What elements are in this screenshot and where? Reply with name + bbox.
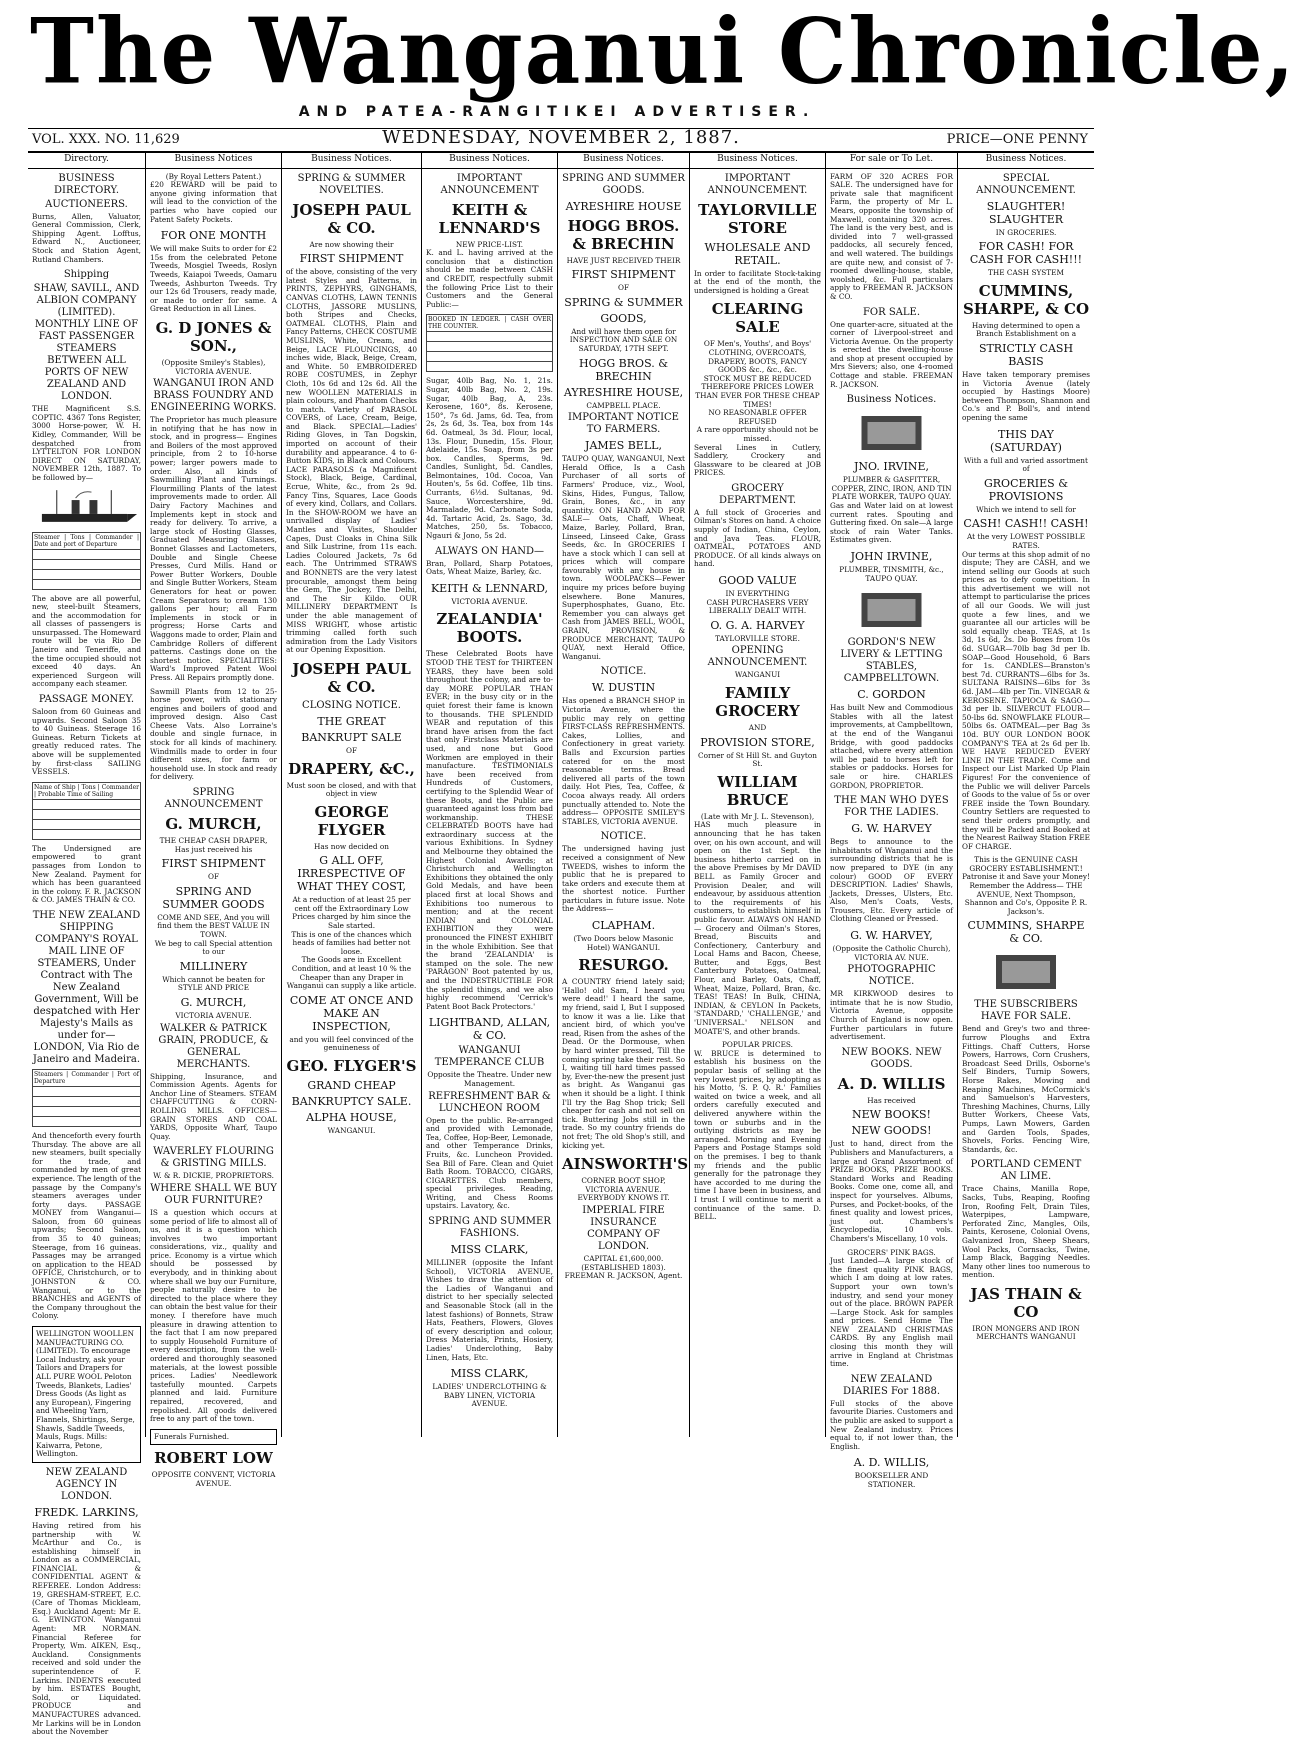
table-row xyxy=(33,799,141,809)
issue-date: WEDNESDAY, NOVEMBER 2, 1887. xyxy=(382,127,740,148)
advert-body: Have taken temporary premises in Victoria Avenue (lately occupied by Hastings Moore) between Thompson, Shannon and Co.'s and P. Boll's, and intend opening the same xyxy=(962,369,1090,422)
advert-heading: GOODS, xyxy=(600,311,647,325)
advert-heading: OF xyxy=(345,745,358,755)
advert-heading: We beg to call Special attention to our xyxy=(154,938,273,957)
column-heading: Business Notices. xyxy=(958,152,1094,169)
advert-heading: CUMMINS, SHARPE & CO. xyxy=(967,919,1085,946)
column-heading: Business Notices. xyxy=(282,152,421,169)
advert-heading: G. MURCH, xyxy=(165,815,262,834)
advert-body: The Undersigned are empowered to grant passages from London to New Zealand. Payment for which has been guaranteed in the colony. F. R. JACKSON & CO. JAMES THAIN & CO. xyxy=(32,843,141,905)
advert-heading: THE CHEAP CASH DRAPER, xyxy=(159,836,268,846)
advert-heading: PROVISION STORE, xyxy=(700,735,815,749)
advert-illustration xyxy=(830,587,953,633)
advert-heading: At the very LOWEST POSSIBLE RATES. xyxy=(966,532,1086,550)
advert-heading: WHOLESALE AND RETAIL. xyxy=(704,240,811,267)
advert-body: K. and L. having arrived at the conclusion that a distinction should be made between CASH and CREDIT, respectfully submit the following Price List to their Customers and the General Public:— xyxy=(426,248,553,309)
advert-body: In order to facilitate Stock-taking at the end of the month, the undersigned is holding a Great xyxy=(694,268,821,295)
table-header: Name of Ship | Tons | Commander | Probable Time of Sailing xyxy=(34,783,139,798)
advert-heading: And will have them open for INSPECTION AND SALE ON SATURDAY, 17TH SEPT. xyxy=(569,326,678,353)
advert-body: HAS much pleasure in announcing that he has taken over, on his own account, and will open on the 1st Sept. the business hitherto carried on in the above Premises by Mr DAVID BELL as Family Grocer and Provision Dealer, and will endeavour, by assiduous attention to the requirements of his customers, to establish himself in public favour. ALWAYS ON HAND— Grocery and Oilman's Stores, Bread, Biscuits and Confectionery, Canterbury and Local Hams and Bacon, Cheese, Butter, and Eggs, Best Canterbury Potatoes, Oatmeal, Flour, and Barley, Oats, Chaff, Wheat, Maize, Pollard, Bran, &c. TEAS! TEAS! In Bulk, CHINA, INDIAN, & CEYLON In Packets, 'STANDARD,' 'CHALLENGE,' and 'UNIVERSAL.' NELSON and MOATE'S, and other brands. xyxy=(694,820,821,1036)
advert-heading: VICTORIA AVENUE. xyxy=(451,596,528,606)
table-row xyxy=(427,362,553,372)
advert-heading: HAVE JUST RECEIVED THEIR xyxy=(566,255,681,265)
column-heading: Directory. xyxy=(28,152,145,169)
advert-heading: NEW GOODS! xyxy=(851,1124,932,1138)
advert-heading: GROCERIES & PROVISIONS xyxy=(983,476,1068,503)
advert-heading: NO REASONABLE OFFER REFUSED xyxy=(708,408,807,426)
table-row xyxy=(33,549,141,559)
advert-heading: AND xyxy=(748,723,767,732)
advert-heading: WANGANUI xyxy=(734,670,781,680)
advert-heading: JAS THAIN & CO xyxy=(970,1284,1082,1321)
table-row xyxy=(427,332,553,342)
advert-heading: WANGANUI TEMPERANCE CLUB xyxy=(434,1045,545,1069)
advert-heading: JOHN IRVINE, xyxy=(850,550,933,563)
advert-heading: GROCERS' PINK BAGS. xyxy=(847,1247,936,1257)
advert-heading: GROCERY DEPARTMENT. xyxy=(718,482,797,506)
advert-heading: Which we intend to sell for xyxy=(976,504,1076,514)
advert-heading: REFRESHMENT BAR & LUNCHEON ROOM xyxy=(428,1090,551,1114)
schedule-table xyxy=(32,782,141,840)
advert-heading: JAMES BELL, xyxy=(585,439,662,453)
column-heading: Business Notices. xyxy=(558,152,689,169)
advert-heading: G. W. HARVEY, xyxy=(850,929,933,943)
advert-heading: IN GROCERIES. xyxy=(995,227,1057,237)
advert-heading: TAYLORVILLE STORE. xyxy=(715,633,800,643)
table-row xyxy=(33,809,141,819)
table-row xyxy=(33,819,141,829)
advert-heading: PORTLAND CEMENT AN LIME. xyxy=(970,1159,1082,1183)
column-5 xyxy=(558,152,690,1437)
advert-heading: MILLINERY xyxy=(179,959,248,973)
advert-heading: CLEARING SALE xyxy=(711,300,804,337)
advert-heading: A rare opportunity should not be missed. xyxy=(696,425,819,443)
advert-heading: Corner of St Hill St. and Guyton St. xyxy=(698,750,817,769)
advert-heading: RESURGO. xyxy=(578,956,669,975)
advert-heading: FOR SALE. xyxy=(862,306,921,318)
column-heading: Business Notices xyxy=(146,152,281,169)
column-4 xyxy=(422,152,558,1437)
advert-body: Sawmill Plants from 12 to 25-horse power, with stationary engines and boilers of good and improved design. Also Cast Cheese Vats. Also Lorraine's double and single furnace, in stock for all kinds of machinery. Windmills made to order in four different sizes, for farm or household use. In stock and ready for delivery. xyxy=(150,686,277,782)
advert-heading: CLOSING NOTICE. xyxy=(302,699,401,711)
advert-heading: SPRING ANNOUNCEMENT xyxy=(164,787,263,811)
advert-body: One quarter-acre, situated at the corner of Liverpool-street and Victoria Avenue. On the property is erected the dwelling-house and shop at present occupied by Mrs Sievers; also, one 4-roomed Cottage and stable. FREEMAN R. JACKSON. xyxy=(830,319,953,389)
advert-heading: Patronise it and Save your Money! xyxy=(962,872,1090,882)
advert-heading: SPRING & SUMMER xyxy=(564,295,683,309)
advert-heading: Shipping xyxy=(63,269,110,281)
advert-heading: G ALL OFF, IRRESPECTIVE OF WHAT THEY COST, xyxy=(297,854,406,894)
advert-heading: OPENING ANNOUNCEMENT. xyxy=(707,645,808,669)
advert-heading: Remember the Address— THE AVENUE, Next Thompson, Shannon and Co's, Opposite P. R. Jackson's. xyxy=(964,881,1088,916)
advert-heading: FREEMAN R. JACKSON, Agent. xyxy=(564,1271,683,1281)
advert-heading: ALPHA HOUSE, xyxy=(306,1111,397,1124)
schedule-table xyxy=(32,532,141,590)
advert-heading: NEW BOOKS! xyxy=(852,1108,931,1122)
advert-body: TAUPO QUAY, WANGANUI, Next Herald Office, Is a Cash Purchaser of all sorts of Farmers' Produce, viz., Wool, Skins, Hides, Fungus, Tallow, Grain, Bones, &c., in any quantity. ON HAND AND FOR SALE— Oats, Chaff, Wheat, Maize, Barley, Pollard, Bran, Linseed, Linseed Cake, Grass Seeds, &c. In GROCERIES I have a stock which I can sell at prices which will compare favourably with any house in town. WOOLPACKS—Fewer inquire my prices before buying elsewhere. Bone Manures, Superphosphates, Guano, Etc. Remember you can always get Cash from JAMES BELL, WOOL, GRAIN, PROVISION, & PRODUCE MERCHANT, TAUPO QUAY, next Herald Office, Wanganui. xyxy=(562,454,685,661)
column-1 xyxy=(28,152,146,1737)
advert-heading: MISS CLARK, xyxy=(450,1243,529,1257)
advert-heading: THE GREAT xyxy=(317,714,386,728)
schedule-table xyxy=(426,314,553,372)
advert-heading: GEO. FLYGER'S xyxy=(286,1057,417,1075)
advert-heading: TAYLORVILLE STORE xyxy=(698,200,817,237)
advert-heading: Are now showing their xyxy=(309,239,394,249)
advert-heading: HOGG BROS. & BRECHIN xyxy=(567,216,680,253)
advert-heading: OF Men's, Youths', and Boys' CLOTHING, OVERCOATS, DRAPERY, BOOTS, FANCY GOODS &c., &c., &c. xyxy=(703,339,812,375)
table-row xyxy=(427,342,553,352)
newspaper-subtitle: AND PATEA-RANGITIKEI ADVERTISER. xyxy=(298,104,816,120)
advert-body: Has opened a BRANCH SHOP in Victoria Avenue, where the public may rely on getting FIRST-CLASS REFRESHMENTS. Cakes, Lollies, and Confectionery in great variety. Balls and Excursion parties catered for on the most reasonable terms. Bread delivered all parts of the town daily. Hot Pies, Tea, Coffee, & Cocoa always ready. All orders punctually attended to. Note the address— OPPOSITE SMILEY'S STABLES, VICTORIA AVENUE. xyxy=(562,696,685,826)
column-heading: For sale or To Let. xyxy=(826,152,957,169)
advert-body: FARM OF 320 ACRES FOR SALE. The undersigned have for private sale that magnificent Farm, the property of Mr L. Mears, opposite the township of Maxwell, containing 320 acres. The land is the very best, and is divided into 7 well-grassed paddocks, all securely fenced, and well watered. The buildings are quite new, and consist of 7-roomed dwelling-house, stable, woolshed, &c. Full particulars apply to FREEMAN R. JACKSON & CO. xyxy=(830,171,953,301)
advert-body: Saloon from 60 Guineas and upwards. Second Saloon 35 to 40 Guineas. Steerage 16 Guineas. Return Tickets at greatly reduced rates. The above will be supplemented by first-class SAILING VESSELS. xyxy=(32,707,141,777)
advert-heading: MISS CLARK, xyxy=(450,1367,529,1381)
advert-heading: THIS DAY (SATURDAY) xyxy=(990,427,1062,454)
advert-heading: SLAUGHTER! SLAUGHTER xyxy=(986,199,1066,226)
advert-heading: CAPITAL £1,600,000. (ESTABLISHED 1803). xyxy=(581,1253,666,1272)
advert-heading: (By Royal Letters Patent.) xyxy=(165,171,262,181)
advert-heading: PASSAGE MONEY. xyxy=(38,694,135,706)
advert-body: IS a question which occurs at some period of life to almost all of us, and it is a question which involves two important considerations, viz., quality and price. Economy is a virtue which should be possessed by everybody, and in thinking about where shall we buy our Furniture, people naturally desire to be directed to the place where they can obtain the best value for their money. I therefore have much pleasure in drawing attention to the fact that I am now prepared to supply Household Furniture of every description, from the well-ordered and thoroughly seasoned materials, at the lowest possible prices. Ladies' Needlework tastefully mounted. Carpets planned and laid. Furniture repaired, recovered, and repolished. All goods delivered free to any part of the town. xyxy=(150,1207,277,1424)
advert-heading: THE NEW ZEALAND SHIPPING COMPANY'S ROYAL MAIL LINE OF STEAMERS, Under Contract with The New Zealand Government, Will be despatched with Her Majesty's Mails as under for— LONDON, Via Rio de Janeiro and Madeira. xyxy=(32,909,141,1065)
table-header: Steamer | Tons | Commander | Date and port of Departure xyxy=(34,533,139,548)
advert-heading: SPECIAL ANNOUNCEMENT. xyxy=(976,172,1076,196)
advert-heading: JNO. IRVINE, xyxy=(853,460,930,474)
column-8 xyxy=(958,152,1094,1437)
advert-heading: POPULAR PRICES. xyxy=(721,1040,793,1050)
advert-heading: O. G. A. HARVEY xyxy=(710,618,805,632)
advert-heading: ZEALANDIA' BOOTS. xyxy=(436,610,543,647)
advert-illustration xyxy=(830,410,953,456)
advert-heading: GORDON'S NEW LIVERY & LETTING STABLES, CAMPBELLTOWN. xyxy=(840,637,943,685)
advert-heading: WELLINGTON WOOLLEN MANUFACTURING CO. (LIMITED). To encourage Local Industry, ask your Tailors and Drapers for ALL PURE WOOL Peloton Tweeds, Blankets, Ladies' Dress Goods (As light as any European), Fingering and Wheeling Yarn, Flannels, Shirtings, Serge, Shawls, Saddle Tweeds, Mauls, Rugs. Mills: Kaiwarra, Petone, Wellington. xyxy=(32,1326,141,1463)
advert-heading: Must soon be closed, and with that object in view xyxy=(286,780,417,799)
advert-heading: IMPORTANT ANNOUNCEMENT xyxy=(440,172,539,196)
advert-heading: At a reduction of at least 25 per cent off the Extraordinary Low Prices charged by him since the Sale started. xyxy=(292,895,411,931)
advert-heading: (Two Doors below Masonic Hotel) WANGANUI. xyxy=(573,934,674,952)
advert-heading: COME AT ONCE AND MAKE AN INSPECTION, xyxy=(289,993,414,1033)
advert-heading: NOTICE. xyxy=(600,831,647,843)
advert-body: A full stock of Groceries and Oilman's Stores on hand. A choice supply of Indian, China, Ceylon, and Java Teas. FLOUR, OATMEAL, POTATOES AND PRODUCE. Of all kinds always on hand. xyxy=(694,507,821,569)
advert-heading: NEW ZEALAND AGENCY IN LONDON. xyxy=(45,1466,128,1502)
advert-heading: ROBERT LOW xyxy=(154,1449,273,1468)
advert-heading: (Opposite Smiley's Stables), VICTORIA AVENUE. xyxy=(161,357,266,376)
advert-heading: SPRING AND SUMMER FASHIONS. xyxy=(428,1216,551,1240)
advert-heading: AYRESHIRE HOUSE, xyxy=(563,385,684,399)
advert-heading: This is the GENUINE CASH GROCERY ESTABLISHMENT.! xyxy=(969,855,1083,873)
advert-heading: WANGANUI IRON AND BRASS FOUNDRY AND ENGINEERING WORKS. xyxy=(150,378,277,414)
advert-body: A COUNTRY friend lately said; 'Hallo! old Sam, I heard you were dead!' I heard the same, my friend, said I, But I supposed to know it was a lie. Like that ancient bird, of which you've read, Risen from the ashes of the Dead. Or the Dormouse, when by hard winter pressed, Till the coming spring take their rest. So I, waiting till hard times passed by, Ever-the-new the present just as bright. As Wanganui gas when it should be a light. I think I'll try the Bag Shop trick; Sell cheaper for cash and not sell on tick. Buttering Jobs still in the trade. So my country friends do not fret; The old Shop's still, and kicking yet. xyxy=(562,977,686,1150)
advert-body: Open to the public. Re-arranged and provided with Lemonade, Tea, Coffee, Hop-Beer, Lemonade, and other Temperance Drinks, Fruits, &c. Luncheon Provided. Sea Bill of Fare. Clean and Quiet Bath Room. TOBACCO, CIGARS, CIGARETTES. Club members, special privileges. Reading, Writing, and Chess Rooms upstairs. Lavatory, &c. xyxy=(426,1115,553,1211)
column-7 xyxy=(826,152,958,1489)
advert-heading: AYRESHIRE HOUSE xyxy=(565,199,682,213)
advert-heading: CASH! CASH!! CASH! xyxy=(963,517,1089,531)
advert-heading: SPRING AND SUMMER GOODS xyxy=(162,884,265,911)
table-row xyxy=(33,829,141,839)
advert-heading: W. & R. DICKIE, PROPRIETORS. xyxy=(153,1171,274,1181)
column-heading: Business Notices. xyxy=(422,152,557,169)
advert-heading: OPPOSITE CONVENT, VICTORIA AVENUE. xyxy=(151,1470,276,1488)
advert-heading: FAMILY GROCERY xyxy=(715,684,800,720)
schedule-table-grid xyxy=(32,532,141,590)
advert-body: Shipping, Insurance, and Commission Agents. Agents for Anchor Line of Steamers. STEAM CHAFFCUTTING & CORN-ROLLING MILLS. OFFICES—GRAIN STORES AND COAL YARDS, Opposite Wharf, Taupo Quay. xyxy=(150,1071,277,1141)
advert-heading: LADIES' UNDERCLOTHING & BABY LINEN, VICTORIA AVENUE. xyxy=(432,1382,547,1409)
advert-body: Several Lines in Cutlery, Saddlery, Crockery and Glassware to be cleared at JOB PRICES. xyxy=(694,442,821,478)
column-2 xyxy=(146,152,282,1488)
advert-body: Has built New and Commodious Stables with all the latest improvements, at Campbelltown, at the end of the Wanganui Bridge, with good paddocks attached, where every attention will be paid to horses left for stables or paddocks. Horses for sale or hire. CHARLES GORDON, PROPRIETOR. xyxy=(830,703,953,790)
advert-heading: NOTICE. xyxy=(600,666,647,678)
advert-body: THE Magnificent S.S. COPTIC. 4367 Tons Register, 3000 Horse-power, W. H. Kidley, Commander, Will be despatched from LYTTELTON FOR LONDON DIRECT ON SATURDAY, NOVEMBER 12th, 1887. To be followed by— xyxy=(32,404,141,482)
advert-heading: GOOD VALUE xyxy=(718,574,797,588)
advert-body: Full stocks of the above favourite Diaries. Customers and the public are asked to support a New Zealand industry. Prices equal to, if not lower than, the English. xyxy=(830,1398,953,1451)
newspaper-columns xyxy=(28,152,1094,1737)
advert-heading: GEORGE FLYGER xyxy=(314,802,389,839)
table-header: BOOKED IN LEDGER. | CASH OVER THE COUNTER. xyxy=(428,316,551,331)
advert-heading: KEITH & LENNARD'S xyxy=(438,200,541,237)
schedule-table xyxy=(32,1069,141,1127)
advert-heading: FOR ONE MONTH xyxy=(160,229,267,243)
advert-heading: AUCTIONEERS. xyxy=(45,198,128,210)
table-row xyxy=(33,1086,141,1096)
advert-heading: IRON MONGERS AND IRON MERCHANTS WANGANUI xyxy=(972,1323,1080,1342)
advert-body: We will make Suits to order for £2 15s from the celebrated Petone Tweeds, Mosgiel Tweeds, Roslyn Tweeds, Kaiapoi Tweeds, Oamaru Tweeds, Ashburton Tweeds. Try our 12s 6d Trousers, ready made, or made to order for same. A Great Reduction in all Lines. xyxy=(150,244,277,314)
advert-heading: GRAND CHEAP xyxy=(307,1079,396,1092)
advert-heading: Business Notices. xyxy=(846,394,937,406)
advert-body: of the above, consisting of the very latest Styles and Patterns, in PRINTS, ZEPHYRS, GINGHAMS, CANVAS CLOTHS, LAWN TENNIS CLOTHS, JASSORE MUSLINS, both Stripes and Checks, OATMEAL CLOTHS, Plain and Fancy Patterns, CHECK COSTUME MUSLINS, White, Cream, and Beige, LACE FLOUNCINGS, 40 inches wide, Black, Beige, Cream, and White. 50 EMBROIDERED ROBE COSTUMES, in Zephyr Cloth, 10s 6d and 12s 6d. All the new WOOLLEN MATERIALS in plain colours, and Phantom Checks to match. Variety of PARASOL COVERS, of Lace, Cream, Beige, and Black. SPECIAL—Ladies' Riding Gloves, in Tan Dogskin, imported on account of their durability and appearance. 4 to 6-Button KIDS, in Black and Colours. LACE PARASOLS (a Magnificent Stock), Black, Beige, Cardinal, Ecrue, White, &c., from 2s 9d. Fancy Tins, Squares, Lace Goods of every kind, Collars, and Collars. In the SHOW-ROOM we have an unrivalled display of Ladies' Mantles and Visites, Shoulder Capes, Dust Cloaks in China Silk and Silk Lustrine, from 11s each. Ladies Coloured Jackets, 7s 6d each. The Untrimmed STRAWS and BONNETS are the very latest procurable, amongst them being the Gem, The Jockey, The Delhi, and The Sir Kildo. OUR MILLINERY DEPARTMENT Is under the able management of MISS WRIGHT, whose artistic trimming called forth such admiration from the Lady Visitors at our Opening Exposition. xyxy=(286,267,417,655)
advert-heading: PHOTOGRAPHIC NOTICE. xyxy=(847,964,936,988)
advert-heading: EVERYBODY KNOWS IT. xyxy=(577,1193,670,1203)
advert-heading: PLUMBER & GASFITTER, COPPER, ZINC, IRON, AND TIN PLATE WORKER, TAUPO QUAY. xyxy=(831,475,952,502)
table-row xyxy=(33,1106,141,1116)
advert-heading: BANKRUPT SALE xyxy=(301,730,402,744)
advert-body: Begs to announce to the inhabitants of Wanganui and the surrounding districts that he is now prepared to DYE (in any colour) GOOD OF EVERY DESCRIPTION. Ladies' Shawls, Jackets, Dresses, Ulsters, Etc. Also, Men's Coats, Vests, Trousers, Etc. Every article of Clothing Cleaned or Pressed. xyxy=(830,837,953,924)
advert-heading: IN EVERYTHING xyxy=(725,589,790,599)
advert-heading: This is one of the chances which heads of families had better not loose. xyxy=(291,929,412,956)
table-row xyxy=(33,1116,141,1126)
advert-body: £20 REWARD will be paid to anyone giving information that will lead to the conviction of the parties who have copied our Patent Safety Pockets. xyxy=(150,180,277,224)
advert-heading: THE SUBSCRIBERS HAVE FOR SALE. xyxy=(974,999,1078,1023)
advert-heading: OF xyxy=(617,283,630,293)
advert-heading: WALKER & PATRICK GRAIN, PRODUCE, & GENERAL MERCHANTS. xyxy=(158,1022,269,1070)
advert-heading: JOSEPH PAUL & CO. xyxy=(292,200,411,237)
advert-heading: PLUMBER, TINSMITH, &c., TAUPO QUAY. xyxy=(839,565,944,583)
schedule-table-grid xyxy=(32,1069,141,1127)
advert-body: Sugar, 40lb Bag, No. 1, 21s. Sugar, 40lb Bag, No. 2, 19s. Sugar, 40lb Bag, A, 23s. Kerosene, 160°, 8s. Kerosene, 150°, 7s 6d. Jams, 6d. Tea, from 2s, 2s 6d, 3s. Tea, box from 14s 6d. Oatmeal, 3s 3d. Flour, local, 13s. Flour, Dunedin, 15s. Flour, Adelaide, 15s. Soap, from 3s per box. Candles, Sperms, 9d. Candles, Sunlight, 5d. Candles, Belmontaines, 10d. Cocoa, Van Houten's, 5s 6d. Coffee, 1lb tins. Currants, 6½d. Sultanas, 9d. Sauce, Worcestershire, 9d. Marmalade, 9d. Carbonate Soda, 4d. Tartaric Acid, 2s. Sago, 3d. Matches, 250, 5s. Tobacco, Ngauri & Jono, 5s 2d. xyxy=(426,376,553,541)
advert-heading: (Opposite the Catholic Church), VICTORIA AV. NUE. xyxy=(832,944,951,962)
schedule-table-grid xyxy=(32,782,141,840)
column-3 xyxy=(282,152,422,1437)
advert-heading: Having determined to open a Branch Establishment on a xyxy=(971,320,1081,339)
newspaper-title: The Wanganui Chronicle, xyxy=(30,0,1297,105)
advert-heading: THE MAN WHO DYES FOR THE LADIES. xyxy=(834,795,949,819)
advert-heading: COME AND SEE, And you will find them the BEST VALUE IN TOWN. xyxy=(157,912,270,939)
advert-body: W. BRUCE is determined to establish his business on the popular basis of selling at the very lowest prices, by adopting as his Motto, 'S. P. Q. R.' Families waited on twice a week, and all orders carefully executed and delivered anywhere within the town or suburbs and in the outlying districts as may be arranged. Morning and Evening Papers and Postage Stamps sold on the premises. I beg to thank my friends and the public generally for the patronage they have accorded to me during the time I have been in business, and I trust I will continue to merit a continuance of the same. D. BELL. xyxy=(694,1048,821,1222)
advert-heading: CLAPHAM. xyxy=(591,919,656,933)
advert-heading: AINSWORTH'S xyxy=(562,1155,689,1174)
advert-heading: Which cannot be beaten for STYLE AND PRICE xyxy=(162,974,265,993)
advert-heading: NEW ZEALAND DIARIES For 1888. xyxy=(843,1373,940,1397)
advert-heading: IMPERIAL FIRE INSURANCE COMPANY OF LONDON. xyxy=(582,1204,665,1252)
advert-heading: FIRST SHIPMENT xyxy=(571,268,676,282)
advert-body: Just Landed—A large stock of the finest quality PINK BAGS, which I am doing at low rates. Support your own town's industry, and send your money out of the place. BROWN PAPER—Large Stock. Ask for samples and prices. Send Home The NEW ZEALAND CHRISTMAS CARDS. By any English mail closing this month they will arrive in England at Christmas time. xyxy=(830,1256,953,1369)
advert-body: Our terms at this shop admit of no dispute; They are CASH, and we intend selling our Goods at such prices as to defy competition. In this advertisement we will not attempt to particularise the prices of all our Goods. We will just quote a few lines, and we guarantee all our articles will be sold equally cheap. TEAS, at 1s 3d, 1s 6d, 2s. Do Boxes from 10s 6d. SUGAR—70lb bag 3d per lb. SOAP—Good Household, 6 Bars for 1s. CANDLES—Branston's best 7d. CURRANTS—6lbs for 3s. SULTANA RAISINS—6lbs for 3s 6d. JAM—4lb per Tin. VINEGAR & KEROSENE. TAPIOCA & SAGO—3d per lb. SILVERCUT FLOUR—50-lbs 6d. SNOWFLAKE FLOUR—50lbs 6s. OATMEAL—per Bag 3s 10d. BUY OUR LONDON BOOK COMPANY'S TEA at 2s 6d per lb. WE HAVE REDUCED EVERY LINE IN THE TRADE. Come and Inspect our List Marked Up Plain Figures! For the convenience of the Public we will deliver Parcels of Goods to the value of 5s or over FREE inside the Town Boundary. Country Settlers are requested to send their orders promptly, and they will be Packed and Booked at the Nearest Railway Station FREE OF CHARGE. xyxy=(962,549,1091,851)
advert-body: Having retired from his partnership with W. McArthur and Co., is establishing himself in London as a COMMERCIAL, FINANCIAL & CONFIDENTIAL AGENT & REFEREE. London Address: 19, GRESHAM-STREET, E.C. (Care of Thomas Mickleam, Esq.) Auckland Agent: Mr E. G. EWINGTON. Wanganui Agent: MR NORMAN. Financial Referee for Property, Wm. AIKEN, Esq., Auckland. Consignments received and sold under the superintendence of F. Larkins. INDENTS executed by him. ESTATES Bought, Sold, or Liquidated. PRODUCE and MANUFACTURES advanced. Mr Larkins will be in London about the November xyxy=(32,1520,141,1737)
advert-heading: IMPORTANT ANNOUNCEMENT. xyxy=(707,172,808,196)
advert-heading: FIRST SHIPMENT xyxy=(299,252,404,266)
advert-heading: Has just received his xyxy=(174,844,253,854)
column-6 xyxy=(690,152,826,1437)
table-row xyxy=(33,1096,141,1106)
dateline-bar xyxy=(28,128,1094,153)
advert-heading: WAVERLEY FLOURING & GRISTING MILLS. xyxy=(153,1146,274,1170)
advert-heading: KEITH & LENNARD, xyxy=(430,581,549,595)
advert-heading: LIGHTBAND, ALLAN, & CO. xyxy=(428,1016,551,1043)
advert-heading: ALWAYS ON HAND— xyxy=(434,545,545,557)
schedule-table-grid xyxy=(426,314,553,372)
advert-body: These Celebrated Boots have STOOD THE TEST for THIRTEEN YEARS, they have been sold throughout the colony, and are to-day MORE POPULAR THAN EVER; in the busy city or in the quiet forest their fame is known to thousands. THE SPLENDID WEAR and reputation of this brand have arisen from the fact that only Firstclass Materials are used, and none but Good Workmen are employed in their manufacture. TESTIMONIALS have been received from Hundreds of Customers, certifying to the Splendid Wear of these Boots, and the Public are guaranteed against loss from bad workmanship. THESE CELEBRATED BOOTS have had extraordinary success at the various Exhibitions. In Sydney and Melbourne they obtained the Highest Colonial Awards; at Christchurch and Wellington Exhibitions they obtained the only Gold Medals, and have been placed first at local Shows and Exhibitions too numerous to mention; and at the recent INDIAN and COLONIAL EXHIBITION they were pronounced the FINEST EXHIBIT in the whole Exhibition. See that the brand 'ZEALANDIA' is stamped on the sole. The new 'PARAGON' Boot patented by us, and the INDESTRUCTIBLE FOR the splendid things, and we also highly recommend 'Cerrick's Patent Boot Back Protectors.' xyxy=(426,649,553,1011)
advert-body: The Proprietor has much pleasure in notifying that he has now in stock, and in progress— Engines and Boilers of the most approved principle, from 2 to 10-horse power; larger powers made to order. Also, all kinds of Sawmilling Plant and Turnings. Flourmilling Plants of the latest improvements made to order. All Dairy Factory Machines and Implements kept in stock and ready for delivery. To arrive, a large stock of Hosting Glasses, Graduated Measuring Glasses, Bonnet Glasses and Lactometers, Double and Single Cheese Presses, Curd Mills. Hand or Power Butter Workers, Double and Single Butter Workers, Steam Generators for heat or power. Cream Separators to cream 130 gallons per hour; all Farm Implements in stock or in progress; Horse Carts and Waggons made to order, Plain and Cambridge Rollers of different patterns. Castings done on the shortest notice. SPECIALITIES: Ward's Improved Patent Wool Press. All Repairs promptly done. xyxy=(150,415,277,682)
advert-heading: FOR CASH! FOR CASH FOR CASH!!! xyxy=(969,240,1083,267)
advert-heading: THE CASH SYSTEM xyxy=(988,268,1064,278)
advert-heading: G. MURCH, xyxy=(180,995,247,1009)
advert-heading: Funerals Furnished. xyxy=(150,1429,277,1446)
advert-heading: VICTORIA AVENUE. xyxy=(175,1010,252,1020)
advert-heading: DRAPERY, &C., xyxy=(288,759,415,778)
table-row xyxy=(33,559,141,569)
advert-heading: SHAW, SAVILL, AND ALBION COMPANY (LIMITED). MONTHLY LINE OF FAST PASSENGER STEAMERS BETWEEN ALL PORTS OF NEW ZEALAND AND LONDON. xyxy=(33,283,140,403)
table-row xyxy=(33,569,141,579)
advert-heading: WANGANUI. xyxy=(327,1126,376,1135)
advert-heading: and you will feel convinced of the genuineness of xyxy=(289,1034,414,1053)
advert-heading: Has received xyxy=(867,1095,916,1105)
advert-heading: The Goods are in Excellent Condition, and at least 10 % the Cheaper than any Draper in Wanganui can supply a like article. xyxy=(286,955,417,991)
advert-heading: Opposite the Theatre. Under new Management. xyxy=(427,1070,552,1088)
masthead xyxy=(0,0,1297,150)
advert-heading: G. D JONES & SON., xyxy=(155,318,272,355)
advert-heading: C. GORDON xyxy=(857,688,926,702)
advert-heading: FREDK. LARKINS, xyxy=(34,1505,139,1519)
advert-heading: NEW BOOKS. NEW GOODS. xyxy=(841,1046,942,1070)
advert-heading: WILLIAM BRUCE xyxy=(717,772,798,809)
advert-heading: A. D. WILLIS, xyxy=(853,1456,930,1470)
column-heading: Business Notices. xyxy=(690,152,825,169)
advert-body: Gas and Water laid on at lowest current rates. Spouting and Guttering fixed. On sale—A large stock of rain Water Tanks. Estimates given. xyxy=(830,501,953,545)
advert-heading: SPRING AND SUMMER GOODS. xyxy=(562,172,685,196)
advert-illustration xyxy=(962,949,1090,995)
advert-body: And thenceforth every fourth Thursday. The above are all new steamers, built specially for the trade, and commanded by men of great experience. The length of the passage by the Company's steamers averages under forty days. PASSAGE MONEY from Wanganui— Saloon, from 60 guineas upwards; Second Saloon, from 35 to 40 guineas; Steerage, from 16 guineas. Passages may be arranged on application to the HEAD OFFICE, Christchurch, or to JOHNSTON & CO. Wanganui, or to the BRANCHES and AGENTS of the Company throughout the Colony. xyxy=(32,1130,141,1321)
advert-heading: OF xyxy=(207,872,220,882)
advert-heading: G. W. HARVEY xyxy=(851,822,932,836)
advert-heading: NEW PRICE-LIST. xyxy=(455,239,524,249)
advert-body: Burns, Allen, Valuator, General Commission, Clerk, Shipping Agent. Lofftus, Edward N., Auctioneer, Stock and Station Agent, Rutland Chambers. xyxy=(32,211,141,264)
advert-heading: STRICTLY CASH BASIS xyxy=(978,341,1074,368)
advert-heading: SPRING & SUMMER NOVELTIES. xyxy=(297,172,406,196)
advert-body: The undersigned having just received a consignment of New TWEEDS, wishes to inform the public that he is prepared to take orders and execute them at the shortest notice. Further particulars in future issue. Note the Address— xyxy=(562,844,685,914)
advert-body: MILLINER (opposite the Infant School), VICTORIA AVENUE, Wishes to draw the attention of the Ladies of Wanganui and district to her specially selected and Seasonable Stock (all in the latest fashions) of Bonnets, Straw Hats, Feathers, Flowers, Gloves of every description and colour, Dress Materials, Prints, Hosiery, Ladies' Underclothing, Baby Linen, Hats, Etc. xyxy=(426,1258,553,1362)
advert-body: Just to hand, direct from the Publishers and Manufacturers, a large and Grand Assortment of PRIZE BOOKS, PRIZE BOOKS. Standard Works and Reading Books. Come one, come all, and inspect for yourselves. Albums, Purses, and Pocket-books, of the finest quality and lowest prices, just out. Chambers's Encyclopedia, 10 vols. Chambers's Miscellany, 10 vols. xyxy=(830,1139,953,1243)
advert-heading: CORNER BOOT SHOP, VICTORIA AVENUE. xyxy=(581,1176,666,1194)
advert-heading: HOGG BROS. & BRECHIN xyxy=(579,356,668,383)
advert-heading: BUSINESS DIRECTORY. xyxy=(53,172,120,196)
table-header: Steamers | Commander | Port of Departure xyxy=(34,1070,139,1085)
advert-heading: CASH PURCHASERS VERY LIBERALLY DEALT WITH. xyxy=(706,597,809,616)
advert-heading: IMPORTANT NOTICE TO FARMERS. xyxy=(568,412,679,436)
advert-body: The above are all powerful, new, steel-built Steamers, and the accommodation for all classes of passengers is unsurpassed. The Homeward route will be via Rio De Janeiro and Teneriffe, and the time occupied should not exceed 40 days. An experienced Surgeon will accompany each steamer. xyxy=(32,593,141,689)
advert-heading: W. DUSTIN xyxy=(591,681,656,695)
advert-body: Trace Chains, Manilla Rope, Sacks, Tubs, Reaping, Roofing Iron, Roofing Felt, Drain Tiles, Waterpipes, Lampware, Perforated Zinc, Mangles, Oils, Paints, Kerosene, Colonial Ovens, Galvanized Iron, Sheep Shears, Wool Packs, Cornsacks, Twine, Lamp Black, Bagging Needles. Many other lines too numerous to mention. xyxy=(962,1184,1090,1280)
table-row xyxy=(33,579,141,589)
advert-heading: CAMPBELL PLACE. xyxy=(586,400,661,410)
advert-heading: STOCK MUST BE REDUCED THEREFORE PRICES LOWER THAN EVER FOR THESE CHEAP TIMES! xyxy=(695,373,820,409)
advert-heading: A. D. WILLIS xyxy=(837,1074,946,1093)
advert-body: Bend and Grey's two and three-furrow Ploughs and Extra Fittings. Chaff Cutters, Horse Powers, Harrows, Corn Crushers, Broadcast Seed Drills, Osborne's Self Binders, Turnip Sowers, Horse Rakes, Mowing and Reaping Machines, McCormick's and Samuelson's Harvesters, Threshing Machines, Churns, Lilly Butter Workers, Cheese Vats, Pumps, Lawn Mowers, Garden and Garden Tools, Spades, Shovels, Forks. Fencing Wire, Standards, &c. xyxy=(962,1024,1090,1154)
steamship-illustration xyxy=(32,488,141,528)
advert-heading: With a full and varied assortment of xyxy=(964,455,1088,474)
issue-price: PRICE—ONE PENNY xyxy=(946,132,1088,147)
table-row xyxy=(427,352,553,362)
advert-heading: FIRST SHIPMENT xyxy=(161,857,266,871)
advert-heading: BOOKSELLER AND STATIONER. xyxy=(854,1471,929,1489)
advert-heading: (Late with Mr J. L. Stevenson), xyxy=(700,811,815,821)
volume-number: VOL. XXX. NO. 11,629 xyxy=(32,132,180,147)
advert-heading: WHERE SHALL WE BUY OUR FURNITURE? xyxy=(150,1182,277,1206)
advert-body: Bran, Pollard, Sharp Potatoes, Oats, Wheat Maize, Barley, &c. xyxy=(426,558,553,577)
advert-heading: Has now decided on xyxy=(314,841,389,851)
advert-heading: JOSEPH PAUL & CO. xyxy=(292,659,411,696)
advert-heading: CUMMINS, SHARPE, & CO xyxy=(962,281,1090,318)
advert-heading: BANKRUPTCY SALE. xyxy=(291,1095,412,1108)
advert-body: MR KIRKWOOD desires to intimate that he is now Studio, Victoria Avenue, opposite Church of England is now open. Further particulars in future advertisement. xyxy=(830,989,953,1042)
